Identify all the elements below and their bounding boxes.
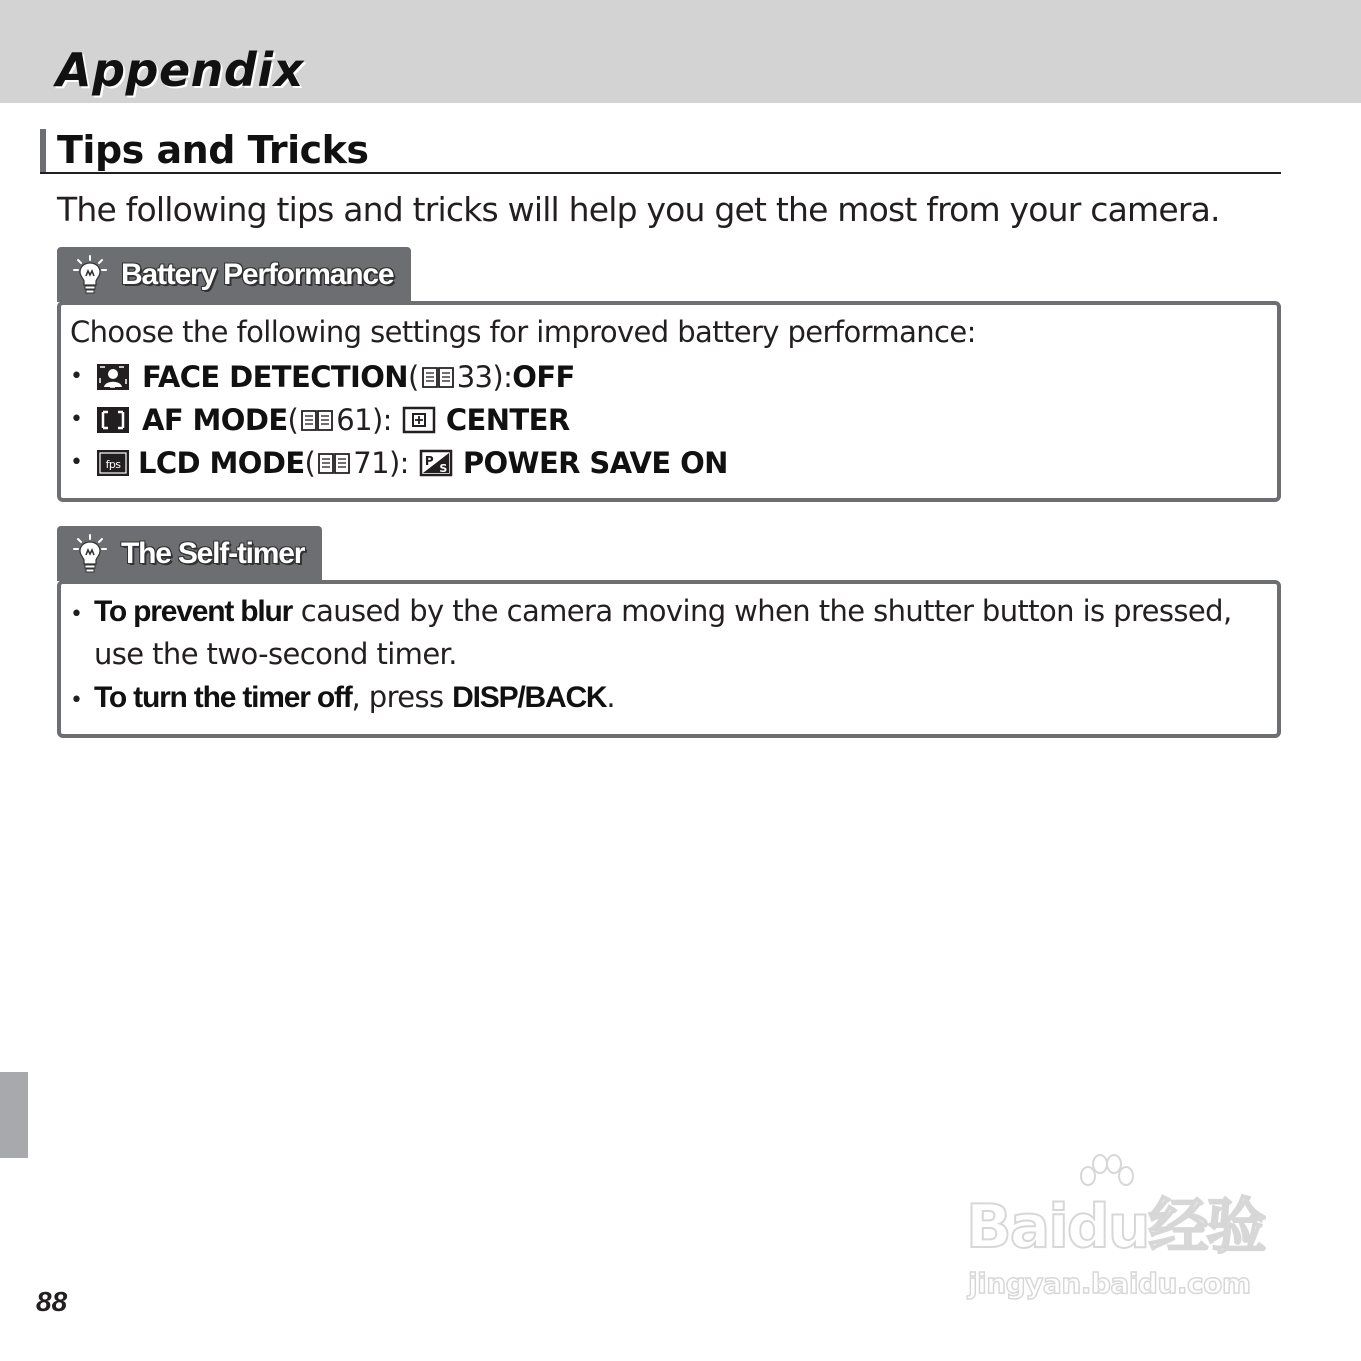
page-ref-open: (: [304, 445, 316, 480]
tip-text: , press: [351, 680, 453, 714]
svg-text:S: S: [439, 461, 447, 475]
tip-end: .: [606, 680, 615, 714]
page-ref: 61):: [336, 402, 392, 437]
list-item: [70, 676, 615, 722]
page-number: 88: [36, 1286, 68, 1317]
bullet: •: [70, 364, 83, 389]
list-item-continuation: [94, 633, 457, 676]
section-marker: [40, 129, 46, 174]
af-center-icon: [402, 406, 436, 434]
list-item: [70, 590, 1232, 636]
watermark-url: jingyan.baidu.com: [968, 1267, 1251, 1300]
af-mode-icon: [96, 406, 130, 434]
section-divider: [40, 172, 1281, 174]
book-icon: [300, 408, 334, 432]
bullet: •: [70, 450, 83, 475]
face-detection-icon: [96, 363, 130, 391]
section-title: Tips and Tricks: [57, 128, 369, 172]
bullet: •: [70, 407, 83, 432]
book-icon: [421, 365, 455, 389]
svg-text:P: P: [424, 453, 433, 468]
section-intro: The following tips and tricks will help you get the most from your camera.: [57, 190, 1220, 229]
lcd-mode-fps-icon: [96, 449, 130, 477]
page-ref: 33):: [456, 359, 513, 394]
tip-emphasis: To prevent blur: [94, 595, 293, 628]
selftimer-tip-title: The Self-timer: [121, 536, 305, 570]
selftimer-tip-tab: [57, 526, 322, 581]
lightbulb-icon: [73, 534, 107, 574]
button-name: DISP/BACK: [452, 681, 607, 714]
page-ref-open: (: [287, 402, 299, 437]
tip-text: caused by the camera moving when the shutter button is pressed,: [292, 594, 1232, 628]
setting-name: FACE DETECTION: [142, 359, 408, 394]
setting-name: AF MODE: [142, 402, 288, 437]
lightbulb-icon: [73, 255, 107, 295]
watermark-logo: [962, 1150, 1282, 1310]
bullet: •: [70, 602, 83, 627]
battery-tip-title: Battery Performance: [121, 257, 394, 291]
setting-value: POWER SAVE ON: [462, 445, 728, 480]
watermark-text: Baidu经验: [966, 1192, 1265, 1262]
tip-emphasis: To turn the timer off: [94, 681, 352, 714]
chapter-side-tab: [0, 1072, 28, 1158]
list-item: [70, 441, 728, 484]
page-ref: 71):: [353, 445, 409, 480]
list-item: [70, 398, 570, 441]
battery-tip-tab: [57, 247, 411, 302]
power-save-icon: [419, 449, 453, 477]
page-ref-open: (: [407, 359, 419, 394]
list-item: [70, 355, 575, 398]
setting-name: LCD MODE: [138, 445, 305, 480]
svg-text:fps: fps: [105, 457, 121, 471]
book-icon: [317, 451, 351, 475]
tip-text: use the two-second timer.: [94, 637, 457, 671]
setting-value: CENTER: [445, 402, 570, 437]
battery-tip-lead: Choose the following settings for improved battery performance:: [70, 315, 976, 349]
bullet: •: [70, 688, 83, 713]
chapter-title: Appendix: [56, 43, 304, 97]
setting-value: OFF: [512, 359, 575, 394]
